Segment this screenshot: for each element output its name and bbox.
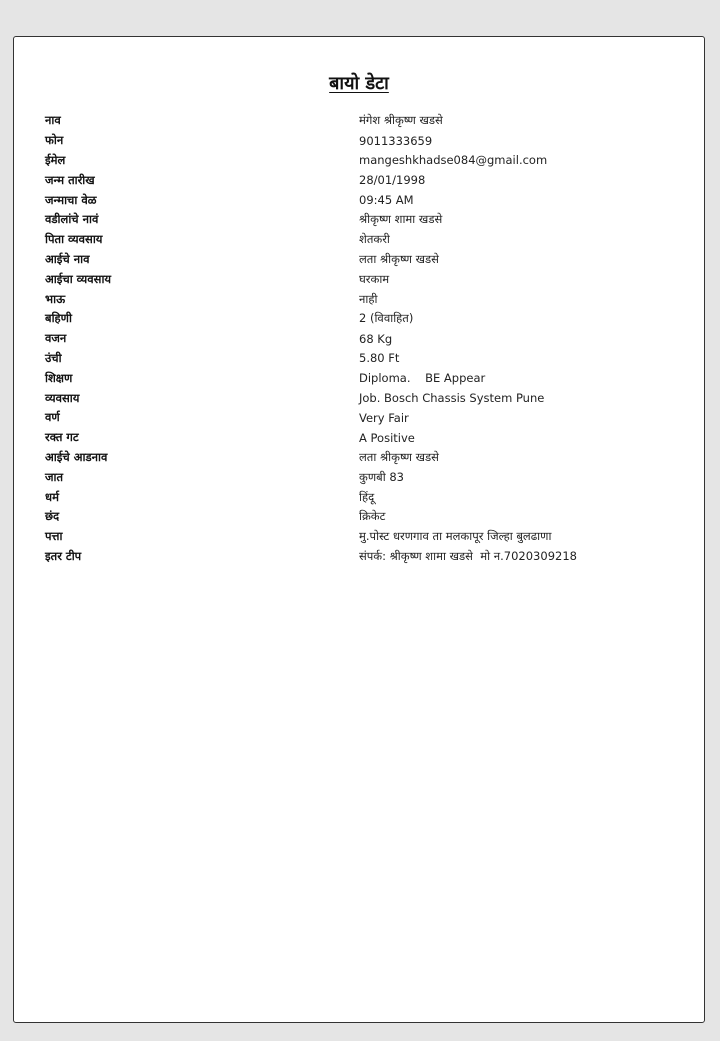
field-value: 09:45 AM xyxy=(359,193,414,208)
field-value: नाही xyxy=(359,291,378,306)
field-label: छंद xyxy=(45,509,60,524)
biodata-row xyxy=(45,289,685,309)
field-label: आईचा व्यवसाय xyxy=(45,271,112,286)
biodata-row xyxy=(45,349,685,369)
biodata-row xyxy=(45,408,685,428)
biodata-row xyxy=(45,448,685,468)
biodata-row xyxy=(45,368,685,388)
field-label: वर्ण xyxy=(45,410,60,425)
field-label: बहिणी xyxy=(45,311,72,326)
biodata-row xyxy=(45,131,685,151)
field-value: Very Fair xyxy=(359,410,409,425)
field-value: घरकाम xyxy=(359,271,390,286)
field-label: ईमेल xyxy=(45,152,66,167)
field-value: श्रीकृष्ण शामा खडसे xyxy=(359,212,443,227)
biodata-row xyxy=(45,170,685,190)
field-label: नाव xyxy=(45,113,61,128)
biodata-row xyxy=(45,527,685,547)
field-label: फोन xyxy=(45,133,64,148)
field-value: हिंदू xyxy=(359,489,375,504)
biodata-row xyxy=(45,210,685,230)
field-value: mangeshkhadse084@gmail.com xyxy=(359,153,548,168)
field-label: शिक्षण xyxy=(45,370,73,385)
biodata-table xyxy=(45,111,685,566)
document-page xyxy=(13,36,705,1023)
field-value: मु.पोस्ट धरणगाव ता मलकापूर जिल्हा बुलढाणा xyxy=(359,529,552,544)
field-label: पत्ता xyxy=(45,529,63,544)
biodata-row xyxy=(45,250,685,270)
field-value: 2 (विवाहित) xyxy=(359,311,414,326)
biodata-row xyxy=(45,467,685,487)
field-value: A Positive xyxy=(359,430,415,445)
biodata-row xyxy=(45,507,685,527)
field-label: उंची xyxy=(45,350,62,365)
field-value: मंगेश श्रीकृष्ण खडसे xyxy=(359,113,443,128)
field-label: आईचे आडनाव xyxy=(45,449,108,464)
field-label: जन्माचा वेळ xyxy=(45,192,97,207)
field-label: व्यवसाय xyxy=(45,390,80,405)
biodata-row xyxy=(45,230,685,250)
field-value: संपर्क: श्रीकृष्ण शामा खडसे मो न.7020309218 xyxy=(359,548,577,563)
field-value: 68 Kg xyxy=(359,331,393,346)
field-value: कुणबी 83 xyxy=(359,469,404,484)
biodata-row xyxy=(45,151,685,171)
field-label: भाऊ xyxy=(45,291,66,306)
biodata-row xyxy=(45,269,685,289)
biodata-row xyxy=(45,547,685,567)
field-label: जात xyxy=(45,469,64,484)
field-value: लता श्रीकृष्ण खडसे xyxy=(359,449,439,464)
field-label: आईचे नाव xyxy=(45,251,90,266)
field-value: शेतकरी xyxy=(359,232,390,247)
field-value: Diploma. BE Appear xyxy=(359,371,486,386)
field-label: इतर टीप xyxy=(45,548,82,563)
field-label: वडीलांचे नावं xyxy=(45,212,99,227)
biodata-row xyxy=(45,190,685,210)
biodata-row xyxy=(45,487,685,507)
field-label: रक्त गट xyxy=(45,430,79,445)
field-value: 28/01/1998 xyxy=(359,173,426,188)
field-label: वजन xyxy=(45,331,67,346)
biodata-row xyxy=(45,388,685,408)
field-label: पिता व्यवसाय xyxy=(45,232,103,247)
field-value: क्रिकेट xyxy=(359,509,386,524)
field-label: जन्म तारीख xyxy=(45,172,95,187)
field-value: लता श्रीकृष्ण खडसे xyxy=(359,251,439,266)
biodata-row xyxy=(45,329,685,349)
field-value: Job. Bosch Chassis System Pune xyxy=(359,391,545,406)
field-value: 5.80 Ft xyxy=(359,351,400,366)
field-value: 9011333659 xyxy=(359,133,433,148)
biodata-row xyxy=(45,111,685,131)
biodata-row xyxy=(45,428,685,448)
document-title: बायो डेटा xyxy=(329,73,389,94)
biodata-row xyxy=(45,309,685,329)
field-label: धर्म xyxy=(45,489,59,504)
